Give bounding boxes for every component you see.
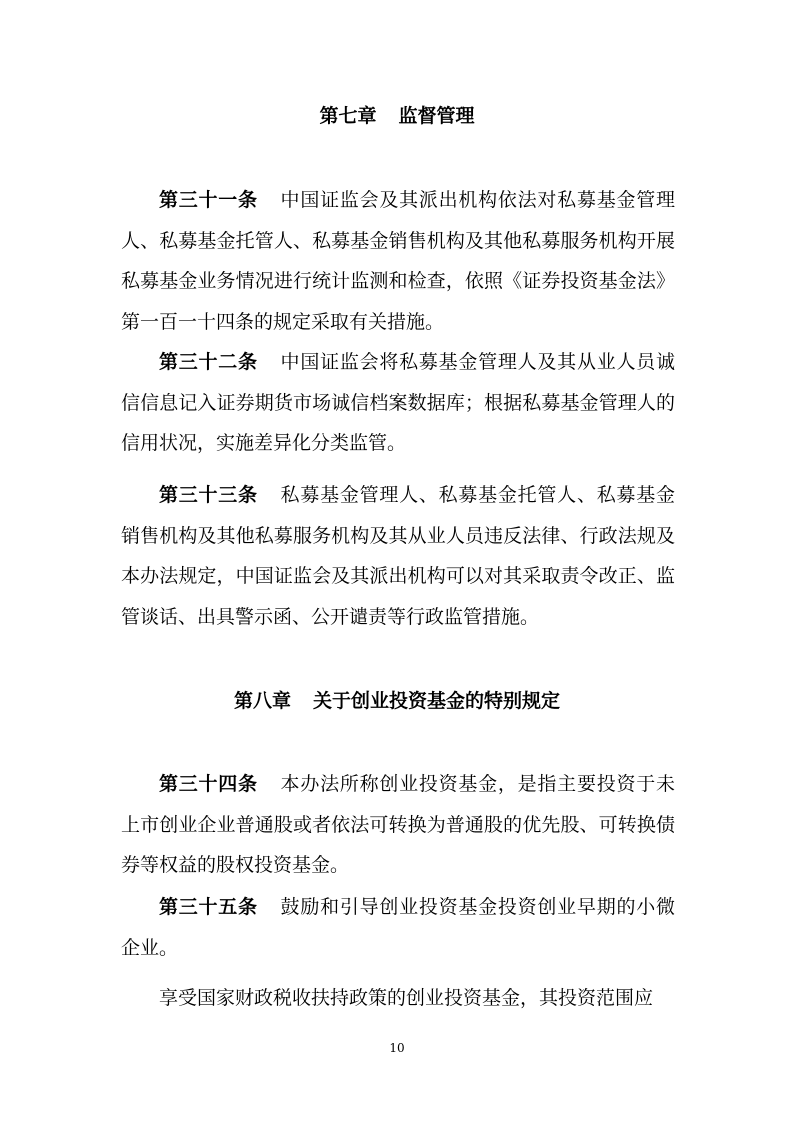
chapter-number: 第八章 [233, 690, 291, 712]
chapter-heading-8 [0, 689, 794, 713]
article-text: 鼓励和引导创业投资基金投资创业早期的小微企业。 [121, 896, 675, 959]
article-34 [121, 764, 675, 886]
trailing-paragraph [121, 978, 675, 1019]
article-label: 第三十四条 [159, 773, 258, 795]
article-33 [121, 475, 675, 637]
chapter-title: 关于创业投资基金的特别规定 [313, 690, 561, 712]
article-32 [121, 342, 675, 464]
paragraph-text: 享受国家财政税收扶持政策的创业投资基金，其投资范围应 [159, 987, 654, 1009]
article-text: 中国证监会及其派出机构依法对私募基金管理人、私募基金托管人、私募基金销售机构及其他私募服务机构开展私募基金业务情况进行统计监测和检查，依照《证券投资基金法》第一百一十四条的规定采取有关措施。 [121, 189, 675, 333]
article-text: 本办法所称创业投资基金，是指主要投资于未上市创业企业普通股或者依法可转换为普通股的优先股、可转换债券等权益的股权投资基金。 [121, 773, 675, 877]
article-35 [121, 887, 675, 968]
article-31 [121, 180, 675, 342]
chapter-title: 监督管理 [398, 105, 475, 127]
chapter-heading-7 [0, 104, 794, 128]
article-label: 第三十二条 [159, 351, 258, 373]
article-text: 中国证监会将私募基金管理人及其从业人员诚信信息记入证券期货市场诚信档案数据库；根据私募基金管理人的信用状况，实施差异化分类监管。 [121, 351, 675, 455]
article-label: 第三十三条 [159, 484, 258, 506]
article-label: 第三十五条 [159, 896, 258, 918]
article-label: 第三十一条 [159, 189, 258, 211]
chapter-number: 第七章 [319, 105, 377, 127]
article-text: 私募基金管理人、私募基金托管人、私募基金销售机构及其他私募服务机构及其从业人员违反法律、行政法规及本办法规定，中国证监会及其派出机构可以对其采取责令改正、监管谈话、出具警示函、公开谴责等行政监管措施。 [121, 484, 675, 628]
page-number: 10 [389, 1041, 405, 1055]
